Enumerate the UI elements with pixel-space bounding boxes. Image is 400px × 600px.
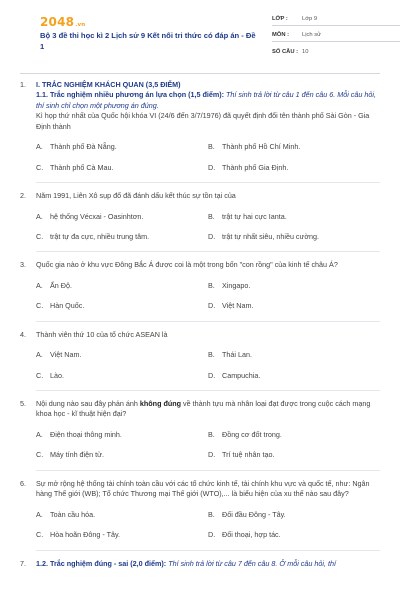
question-number: 4. [20, 329, 26, 339]
emphasis-text: không đúng [139, 399, 182, 408]
meta-key: LỚP : [272, 16, 288, 23]
meta-table [272, 14, 400, 62]
question-divider [36, 550, 380, 551]
question-text: Nội dung nào sau đây phản ánh không đúng về thành tựu mà nhân loại đạt được trong cuộc cách mạng khoa học - kĩ thuật hiện đại? [36, 399, 371, 419]
question-number: 3. [20, 260, 26, 270]
answer-option[interactable]: C. trật tự đa cực, nhiều trung tâm. [36, 231, 150, 241]
answer-options [36, 281, 380, 312]
answer-option[interactable]: A. Toàn cầu hóa. [36, 509, 96, 519]
meta-key: MÔN : [272, 32, 290, 39]
question-5 [20, 399, 380, 461]
question-divider [36, 390, 380, 391]
answer-option[interactable]: B. Thành phố Hồ Chí Minh. [208, 142, 301, 152]
answer-options [36, 142, 380, 173]
answer-options [36, 350, 380, 381]
answer-option[interactable]: B. Đối đầu Đông - Tây. [208, 509, 286, 519]
meta-row-subject [272, 30, 400, 42]
answer-options [36, 212, 380, 243]
answer-option[interactable]: C. Lào. [36, 370, 64, 380]
question-divider [36, 321, 380, 322]
answer-option[interactable]: D. trật tự nhất siêu, nhiều cường. [208, 231, 320, 241]
answer-option[interactable]: D. Thành phố Gia Định. [208, 162, 289, 172]
section-instructions: 1.1. Trắc nghiệm nhiều phương án lựa chọn (1,5 điểm): Thí sinh trả lời từ câu 1 đến câu 6. Mỗi câu hỏi, thí sinh chỉ chọn một phương án đúng. [36, 90, 376, 110]
answer-option[interactable]: B. Thái Lan. [208, 350, 252, 360]
question-list [20, 80, 380, 578]
answer-option[interactable]: C. Hàn Quốc. [36, 301, 85, 311]
answer-option[interactable]: C. Thành phố Cà Mau. [36, 162, 114, 172]
answer-options [36, 510, 380, 541]
answer-option[interactable]: A. Điện thoại thông minh. [36, 429, 122, 439]
question-number: 1. [20, 80, 26, 89]
question-4 [20, 330, 380, 381]
question-number: 6. [20, 478, 26, 488]
question-divider [36, 182, 380, 183]
question-divider [36, 251, 380, 252]
answer-option[interactable]: B. trật tự hai cực Ianta. [208, 211, 287, 221]
answer-option[interactable]: A. Thành phố Đà Nẵng. [36, 142, 117, 152]
answer-option[interactable]: C. Máy tính điện tử. [36, 450, 104, 460]
section-title: I. TRẮC NGHIỆM KHÁCH QUAN (3,5 ĐIỂM) [36, 80, 181, 89]
question-text: Quốc gia nào ở khu vực Đông Bắc Á được coi là một trong bốn "con rồng" của kinh tế châu Á? [36, 260, 338, 270]
meta-key: SỐ CÂU : [272, 48, 299, 55]
question-text: Kì họp thứ nhất của Quốc hội khóa VI (24/6 đến 3/7/1976) đã quyết định đổi tên thành phố Sài Gòn - Gia Định thành [36, 111, 370, 131]
question-text: Năm 1991, Liên Xô sụp đổ đã đánh dấu kết thúc sự tồn tại của [36, 191, 236, 201]
question-1 [20, 80, 380, 173]
meta-value: Lịch sử [302, 32, 322, 39]
meta-row-count [272, 46, 400, 58]
answer-option[interactable]: D. Việt Nam. [208, 301, 254, 311]
answer-option[interactable]: B. Đồng cơ đốt trong. [208, 429, 282, 439]
answer-option[interactable]: D. Đối thoại, hợp tác. [208, 530, 281, 540]
answer-option[interactable]: B. Xingapo. [208, 280, 251, 290]
section-instructions: 1.2. Trắc nghiệm đúng - sai (2,0 điểm): Thí sinh trả lời từ câu 7 đến câu 8. Ở mỗi câu hỏi, thí [36, 558, 336, 568]
meta-value: 10 [302, 48, 309, 55]
meta-row-grade [272, 14, 400, 26]
answer-option[interactable]: A. Việt Nam. [36, 350, 82, 360]
site-logo[interactable]: 2048.vn [40, 15, 86, 29]
answer-option[interactable]: D. Trí tuệ nhân tạo. [208, 450, 275, 460]
question-7 [20, 559, 380, 569]
question-number: 2. [20, 191, 26, 201]
question-2 [20, 191, 380, 242]
answer-option[interactable]: A. Ấn Độ. [36, 280, 72, 290]
question-3 [20, 260, 380, 311]
document-header [20, 0, 380, 66]
meta-value: Lớp 9 [302, 16, 318, 23]
answer-options [36, 430, 380, 461]
question-number: 5. [20, 399, 26, 408]
page-title: Bộ 3 đề thi học kì 2 Lịch sử 9 Kết nối tri thức có đáp án - Đề 1 [40, 31, 256, 51]
question-text: Thành viên thứ 10 của tổ chức ASEAN là [36, 329, 168, 339]
question-text: Sự mở rộng hệ thống tài chính toàn cầu với các tổ chức kinh tế, tài chính khu vực và quốc tế, như: Ngân hàng Thế giới (WB); Tổ chức Thương mại Thế giới (WTO),... là biểu hiện của xu thế nào sau đây? [36, 478, 370, 499]
question-divider [36, 470, 380, 471]
question-number: 7. [20, 558, 26, 568]
question-6 [20, 479, 380, 541]
header-divider [20, 73, 380, 74]
answer-option[interactable]: D. Campuchia. [208, 370, 261, 380]
answer-option[interactable]: A. hệ thống Vécxai - Oasinhtơn. [36, 211, 144, 221]
answer-option[interactable]: C. Hòa hoãn Đông - Tây. [36, 530, 121, 540]
